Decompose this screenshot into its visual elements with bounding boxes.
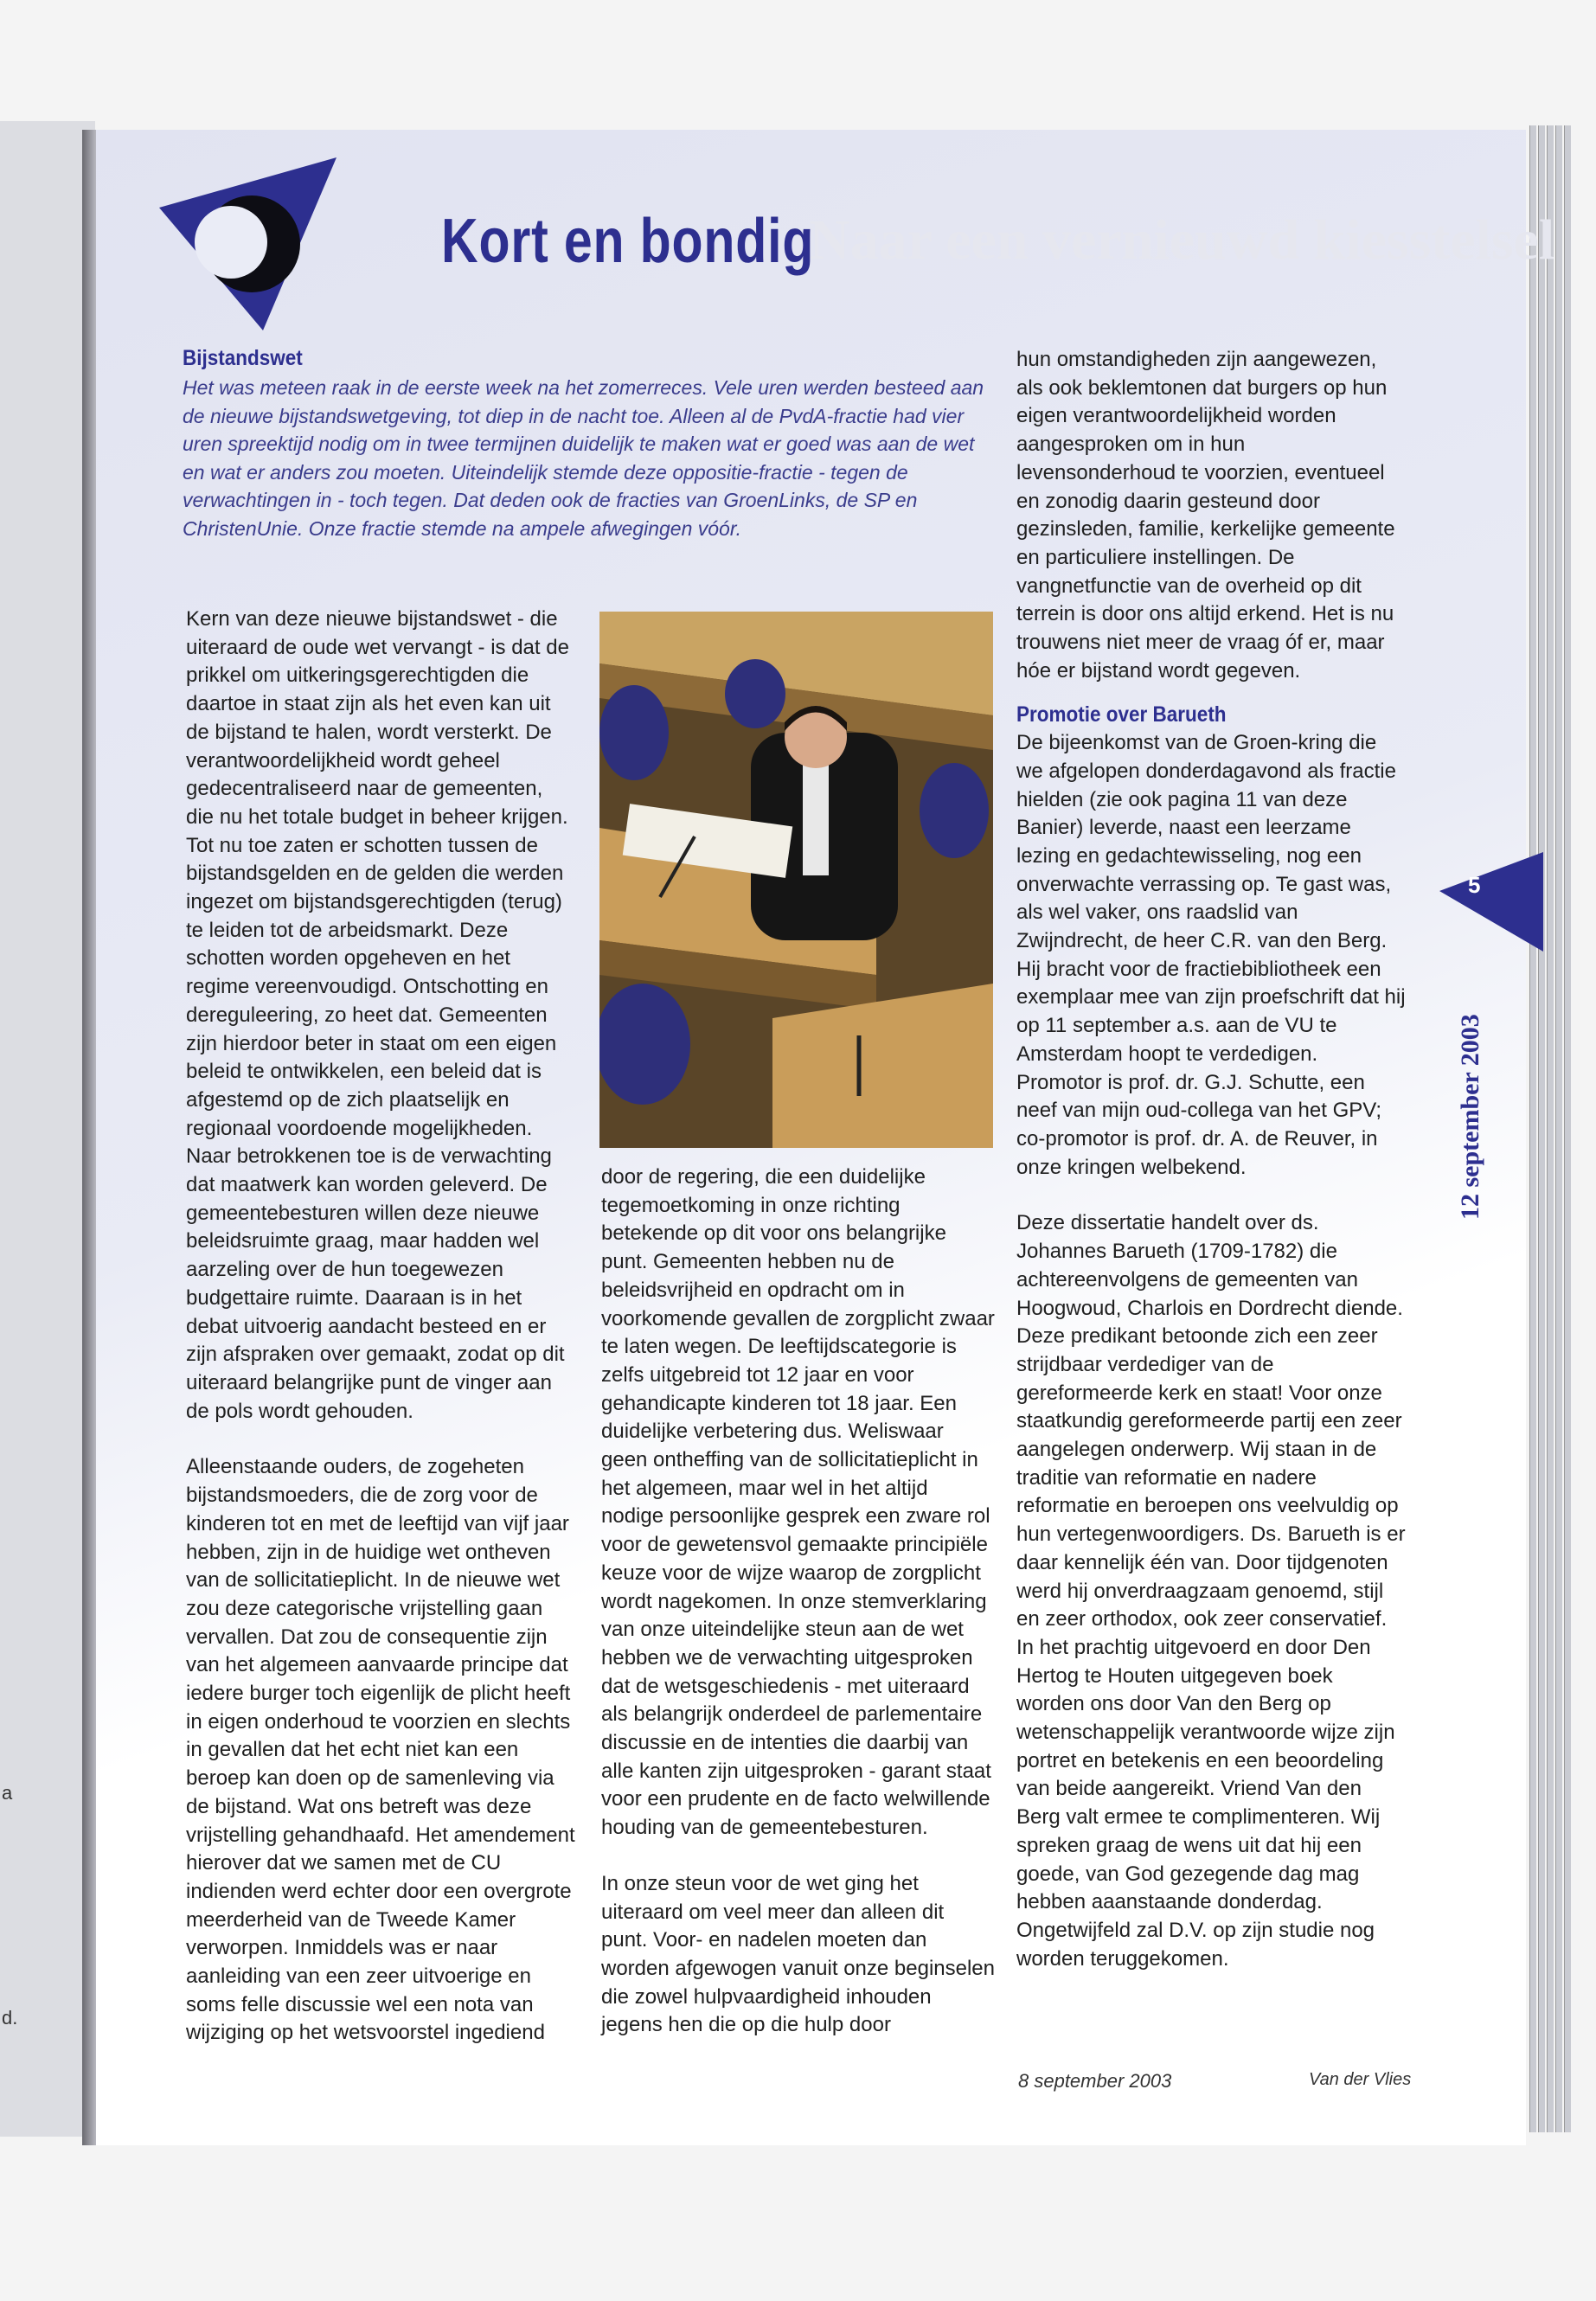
ghost-heading: Naar een vernieuwd kiesstelsel [809, 208, 1555, 272]
page-stack-edge [1564, 125, 1571, 2132]
page-tab-marker-icon [1439, 852, 1543, 952]
book-spine [82, 130, 96, 2145]
triangle-logo-icon [159, 157, 358, 330]
footer-author: Van der Vlies [1309, 2070, 1412, 2089]
column-3 [1016, 346, 1406, 2001]
left-page-edge [0, 121, 95, 2137]
page-stack-edge [1538, 125, 1545, 2132]
page-stack-edge [1529, 125, 1536, 2132]
paragraph: De bijeenkomst van de Groen-kring die we afgelopen donderdagavond als fractie hielden (zie ook pagina 11 van deze Banier) leverde, naast een leerzame lezing en gedachtewisseling, nog een onverwachte verrassing op. Te gast was, als wel vaker, ons raadslid van Zwijndrecht, de heer C.R. van den Berg. Hij bracht voor de fractiebibliotheek een exemplaar mee van zijn proefschrift dat hij op 11 september a.s. aan de VU te Amsterdam hoopt te verdedigen. Promotor is prof. dr. G.J. Schutte, een neef van mijn oud-collega van het GPV; co-promotor is prof. dr. A. de Reuver, in onze kringen welbekend. [1016, 731, 1406, 1179]
page-title: Kort en bondig [441, 207, 815, 276]
page-number: 5 [1468, 872, 1481, 898]
left-edge-text: d. [2, 2007, 18, 2029]
parliament-photo [599, 612, 993, 1148]
column-2 [601, 1163, 995, 2067]
footer-date: 8 september 2003 [1018, 2070, 1172, 2092]
paragraph: In onze steun voor de wet ging het uiteraard om veel meer dan alleen dit punt. Voor- en nadelen moeten dan worden afgewogen vanuit onze beginselen die zowel hulpvaardigheid inhouden jegens hen die op die hulp door [601, 1871, 996, 2037]
issue-date: 12 september 2003 [1456, 1014, 1484, 1220]
paragraph: door de regering, die een duidelijke tegemoetkoming in onze richting betekende op dit voor ons belangrijke punt. Gemeenten hebben nu de beleidsvrijheid en opdracht om in voorkomende gevallen de zorgplicht zwaar te laten wegen. De leeftijdscategorie is zelfs uitgebreid tot 12 jaar en voor gehandicapte kinderen tot 18 jaar. Een duidelijke verbetering dus. Weliswaar geen ontheffing van de sollicitatieplicht in het algemeen, maar wel in het altijd nodige persoonlijke gesprek een zware rol voor de gewetensvol gemaakte principiële keuze voor de wijze waarop de zorgplicht wordt nagekomen. In onze stemverklaring van onze uiteindelijke steun aan de wet hebben we de verwachting uitgesproken dat de wetsgeschiedenis - met uiteraard als belangrijk onderdeel de parlementaire discussie en de intenties die daarbij van alle kanten zijn uitgesproken - garant staat voor een prudente en de facto welwillende houding van de gemeentebesturen. [601, 1165, 995, 1840]
section-heading [183, 344, 316, 373]
intro-paragraph: Het was meteen raak in de eerste week na het zomerreces. Vele uren werden besteed aan de nieuwe bijstandswetgeving, tot diep in de nacht toe. Alleen al de PvdA-fractie had vier uren spreektijd nodig om in twee termijnen duidelijk te maken wat er goed was aan de wet en wat er anders zou moeten. Uiteindelijk stemde deze oppositie-fractie - tegen de verwachtingen in - toch tegen. Dat deden ook de fracties van GroenLinks, de SP en ChristenUnie. Onze fractie stemde na ampele afwegingen vóór. [183, 376, 984, 540]
paragraph: Deze dissertatie handelt over ds. Johannes Barueth (1709-1782) die achtereenvolgens de gemeenten van Hoogwoud, Charlois en Dordrecht diende. Deze predikant betoonde zich een zeer strijdbaar verdediger van de gereformeerde kerk en staat! Voor onze staatkundig gereformeerde partij een zeer aangelegen onderwerp. Wij staan in de traditie van reformatie en nadere reformatie en beroepen ons veelvuldig op hun vertegenwoordigers. Ds. Barueth is er daar kennelijk één van. Door tijdgenoten werd hij onverdraagzaam genoemd, stijl en zeer orthodox, ook zeer conservatief. In het prachtig uitgevoerd en door Den Hertog te Houten uitgegeven boek worden ons door Van den Berg op wetenschappelijk verantwoorde wijze zijn portret en betekenis en een beoordeling van beide aangereikt. Vriend Van den Berg valt ermee te complimenteren. Wij spreken graag de wens uit dat hij een goede, van God gezegende dag mag hebben aaanstaande donderdag. Ongetwijfeld zal D.V. op zijn studie nog worden teruggekomen. [1016, 1211, 1406, 1971]
paragraph: hun omstandigheden zijn aangewezen, als ook beklemtonen dat burgers op hun eigen verantwoordelijkheid worden aangesproken om in hun levensonderhoud te voorzien, eventueel en zonodig daarin gesteund door gezinsleden, familie, kerkelijke gemeente en particuliere instellingen. De vangnetfunctie van de overheid op dit terrein is door ons altijd erkend. Het is nu trouwens niet meer de vraag óf er, maar hóe er bijstand wordt gegeven. [1016, 348, 1395, 683]
heading-promotie: Promotie over Barueth [1016, 702, 1227, 727]
heading-bijstandswet: Bijstandswet [183, 346, 303, 370]
left-edge-text: a [2, 1782, 13, 1804]
paragraph: Kern van deze nieuwe bijstandswet - die uiteraard de oude wet vervangt - is dat de prikkel om uitkeringsgerechtigden die daartoe in staat zijn als het even kan uit de bijstand te halen, wordt versterkt. De verantwoordelijkheid wordt geheel gedecentraliseerd naar de gemeenten, die nu het totale budget in beheer krijgen. Tot nu toe zaten er schotten tussen de bijstandsgelden en de gelden die werden ingezet om bijstandsgerechtigden (terug) te leiden tot de arbeidsmarkt. Deze schotten worden opgeheven en het regime vereenvoudigd. Ontschotting en dereguleering, zo heet dat. Gemeenten zijn hierdoor beter in staat om een eigen beleid te ontwikkelen, een beleid dat is afgestemd op de zich plaatselijk en regionaal voordoende mogelijkheden. Naar betrokkenen toe is de verwachting dat maatwerk kan worden geleverd. De gemeentebesturen willen deze nieuwe beleidsruimte graag, maar hadden wel aarzeling over de hun toegewezen budgettaire ruimte. Daaraan is in het debat uitvoerig aandacht besteed en er zijn afspraken over gemaakt, zodat op dit uiteraard belangrijke punt de vinger aan de pols wordt gehouden. [186, 607, 569, 1423]
paragraph: Alleenstaande ouders, de zogeheten bijstandsmoeders, die de zorg voor de kinderen tot en met de leeftijd van vijf jaar hebben, zijn in de huidige wet ontheven van de sollicitatieplicht. In de nieuwe wet zou deze categorische vrijstelling gaan vervallen. Dat zou de consequentie zijn van het algemeen aanvaarde principe dat iedere burger toch eigenlijk de plicht heeft in eigen onderhoud te voorzien en slechts in gevallen dat het echt niet kan een beroep kan doen op de samenleving via de bijstand. Wat ons betreft was deze vrijstelling gehandhaafd. Het amendement hierover dat we samen met de CU indienden werd echter door een overgrote meerderheid van de Tweede Kamer verworpen. Inmiddels was er naar aanleiding van een zeer uitvoerige en soms felle discussie wel een nota van wijziging op het wetsvoorstel ingediend [186, 1455, 575, 2045]
page-stack-edge [1555, 125, 1562, 2132]
page-stack-edge [1547, 125, 1554, 2132]
column-1 [186, 606, 575, 2075]
